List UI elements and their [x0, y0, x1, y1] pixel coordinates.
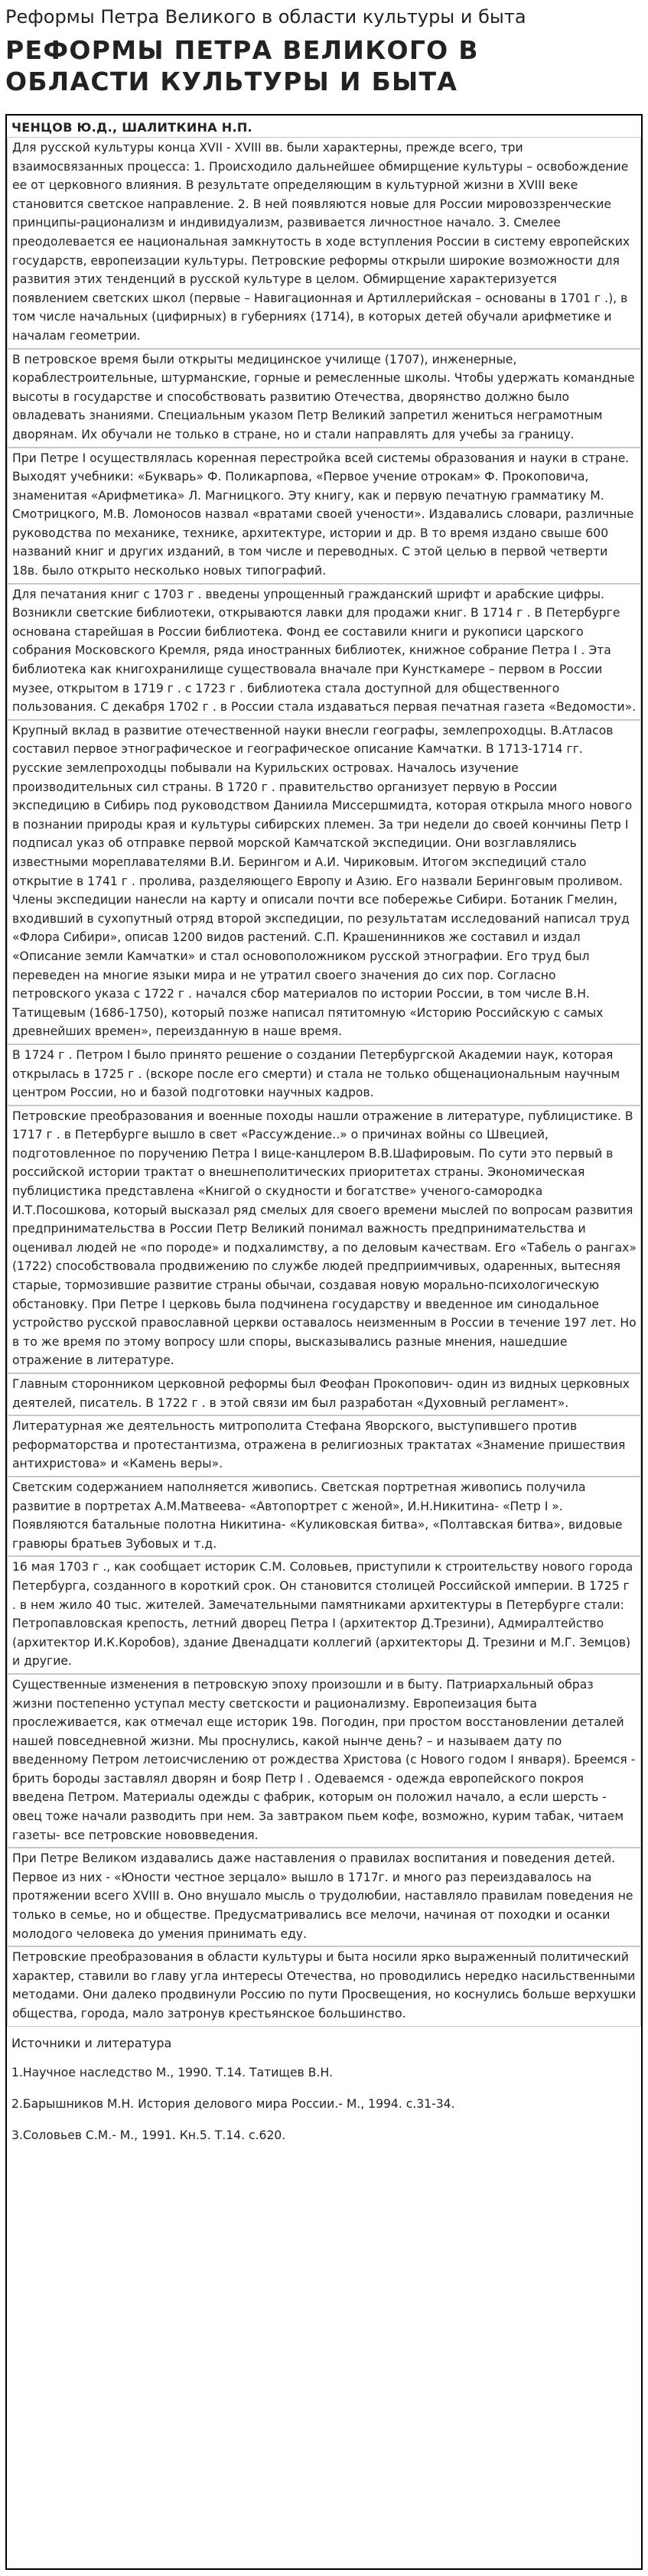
page-caption: Реформы Петра Великого в области культуры и быта: [5, 6, 526, 28]
paragraph-8: Главным сторонником церковной реформы был Феофан Прокопович- один из видных церковных деятелей, писатель. В 1722 г . в этой связи им был разработан «Духовный регламент».: [7, 1373, 641, 1415]
source-item-1: 1.Научное наследство М., 1990. Т.14. Татищев В.Н.: [11, 2065, 334, 2079]
paragraph-7: Петровские преобразования и военные походы нашли отражение в литературе, публицистике. В 1717 г . в Петербурге вышло в свет «Рассуждение..» о причинах войны со Швецией, подготовленное по поручению Петра I вице-канцлером В.В.Шафировым. По сути это первый в российской истории трактат о внешнеполитических приоритетах страны. Экономическая публицистика представлена «Книгой о скудности и богатстве» ученого-самородка И.Т.Посошкова, который высказал ряд смелых для своего времени мыслей по вопросам развития предпринимательства в России Петр Великий понимал важность предпринимательства и оценивал людей не «по породе» и подхалимству, а по деловым качествам. Его «Табель о рангах» (1722) способствовала продвижению по службе людей предприимчивых, одаренных, вытесняя старые, тормозившие развитие страны обычаи, создавая новую морально-психологическую обстановку. При Петре I церковь была подчинена государству и введенное им синодальное устройство русской православной церкви оставалось неизменным в России в течение 197 лет. Но в то же время по этому вопросу шли споры, высказывались разные мнения, нашедшие отражение в литературе.: [7, 1106, 641, 1373]
paragraph-1: Для русской культуры конца XVII - XVIII вв. были характерны, прежде всего, три взаимосвязанных процесса: 1. Происходило дальнейшее обмирщение культуры – освобождение ее от церковного влияния. В результате определяющим в культурной жизни в XVIII веке становится светское направление. 2. В ней появляются новые для России мировоззренческие принципы-рационализм и индивидуализм, развивается личностное начало. 3. Смелее преодолевается ее национальная замкнутость в ходе вступления России в систему европейских государств, европеизации культуры. Петровские реформы открыли широкие возможности для развития этих тенденций в русской культуре в целом. Обмирщение характеризуется появлением светских школ (первые – Навигационная и Артиллерийская – основаны в 1701 г .), в том числе начальных (цифирных) в губерниях (1714), в которых детей обучали арифметике и началам геометрии.: [7, 137, 641, 349]
paragraph-9: Литературная же деятельность митрополита Стефана Яворского, выступившего против реформаторства и протестантизма, отражена в религиозных трактатах «Знамение пришествия антихристова» и «Камень веры».: [7, 1415, 641, 1477]
article-box: [5, 114, 643, 2570]
paragraph-4: Для печатания книг с 1703 г . введены упрощенный гражданский шрифт и арабские цифры. Возникли светские библиотеки, открываются лавки для продажи книг. В 1714 г . В Петербурге основана старейшая в России библиотека. Фонд ее составили книги и рукописи царского собрания Московского Кремля, ряда иностранных библиотек, книжное собрание Петра I . Эта библиотека как книгохранилище существовала вначале при Кунсткамере – первом в России музее, открытом в 1719 г . с 1723 г . библиотека стала доступной для общественного пользования. С декабря 1702 г . в России стала издаваться первая печатная газета «Ведомости».: [7, 584, 641, 720]
paragraph-11: 16 мая 1703 г ., как сообщает историк С.М. Соловьев, приступили к строительству нового города Петербурга, созданного в короткий срок. Он становится столицей Российской империи. В 1725 г . в нем жило 40 тыс. жителей. Замечательными памятниками архитектуры в Петербурге стали: Петропавловская крепость, летний дворец Петра I (архитектор Д.Трезини), Адмиралтейство (архитектор И.К.Коробов), здание Двенадцати коллегий (архитекторы Д. Трезини и М.Г. Земцов) и другие.: [7, 1556, 641, 1674]
paragraph-14: Петровские преобразования в области культуры и быта носили ярко выраженный политический характер, ставили во главу угла интересы Отечества, но проводились нередко насильственными методами. Они далеко продвинули Россию по пути Просвещения, но коснулись больше верхушки общества, города, мало затронув крестьянское большинство.: [7, 1946, 641, 2026]
paragraph-10: Светским содержанием наполняется живопись. Светская портретная живопись получила развитие в портретах А.М.Матвеева- «Автопортрет с женой», И.Н.Никитина- «Петр I ». Появляются батальные полотна Никитина- «Куликовская битва», «Полтавская битва», видовые гравюры братьев Зубовых и т.д.: [7, 1477, 641, 1556]
source-item-3: 3.Соловьев С.М.- М., 1991. Кн.5. Т.14. с.620.: [11, 2128, 286, 2142]
paragraph-12: Существенные изменения в петровскую эпоху произошли и в быту. Патриархальный образ жизни постепенно уступал месту светскости и рационализму. Европеизация быта прослеживается, как отмечал еще историк 19в. Погодин, при простом восстановлении деталей нашей повседневной жизни. Мы проснулись, какой нынче день? – и называем дату по введенному Петром летоисчислению от рождества Христова (с Нового годом I января). Бреемся - брить бороды заставлял дворян и бояр Петр I . Одеваемся - одежда европейского покроя введена Петром. Материалы одежды с фабрик, которым он положил начало, а если шерсть - овец тоже начали разводить при нем. За завтраком пьем кофе, возможно, курим табак, читаем газеты- все петровские нововведения.: [7, 1674, 641, 1848]
paragraph-13: При Петре Великом издавались даже наставления о правилах воспитания и поведения детей. Первое из них - «Юности честное зерцало» вышло в 1717г. и много раз переиздавалось на протяжении всего XVIII в. Оно внушало мысль о трудолюбии, наставляло правилам поведения не только в семье, но и обществе. Предусматривались все мелочи, начиная от походки и осанки молодого человека до умения принимать еду.: [7, 1848, 641, 1946]
sources-heading: Источники и литература: [11, 2035, 172, 2050]
source-item-2: 2.Барышников М.Н. История делового мира России.- М., 1994. с.31-34.: [11, 2096, 455, 2111]
paragraph-6: В 1724 г . Петром I было принято решение о создании Петербургской Академии наук, которая открылась в 1725 г . (вскоре после его смерти) и стала не только общенациональным научным центром России, но и базой подготовки научных кадров.: [7, 1044, 641, 1106]
page-title: РЕФОРМЫ ПЕТРА ВЕЛИКОГО В ОБЛАСТИ КУЛЬТУРЫ И БЫТА: [5, 35, 479, 96]
paragraph-5: Крупный вклад в развитие отечественной науки внесли географы, землепроходцы. В.Атласов составил первое этнографическое и географическое описание Камчатки. В 1713-1714 гг. русские землепроходцы побывали на Курильских островах. Началось изучение производительных сил страны. В 1720 г . правительство организует первую в России экспедицию в Сибирь под руководством Даниила Миссершмидта, которая открыла много нового в познании природы края и культуры сибирских племен. За три недели до своей кончины Петр I подписал указ об отправке первой морской Камчатской экспедиции. Они возглавлялись известными мореплавателями В.И. Берингом и А.И. Чириковым. Итогом экспедиций стало открытие в 1741 г . пролива, разделяющего Европу и Азию. Его назвали Беринговым проливом. Члены экспедиции нанесли на карту и описали почти все побережье Сибири. Ботаник Гмелин, входивший в сухопутный отряд второй экспедиции, по результатам исследований написал труд «Флора Сибири», описав 1200 видов растений. С.П. Крашенинников же составил и издал «Описание земли Камчатки» и стал основоположником русской этнографии. Его труд был переведен на многие языки мира и не утратил своего значения до сих пор. Согласно петровского указа с 1722 г . начался сбор материалов по истории России, в том числе В.Н. Татищевым (1686-1750), который позже написал пятитомную «Историю Российскую с самых древнейших времен», переизданную в наше время.: [7, 720, 641, 1044]
article-authors: ЧЕНЦОВ Ю.Д., ШАЛИТКИНА Н.П.: [11, 120, 252, 135]
paragraph-2: В петровское время были открыты медицинское училище (1707), инженерные, кораблестроительные, штурманские, горные и ремесленные школы. Чтобы удержать командные высоты в государстве и способствовать развитию Отечества, дворянство должно было овладевать знаниями. Специальным указом Петр Великий запретил жениться неграмотным дворянам. Их обучали не только в стране, но и стали направлять для учебы за границу.: [7, 349, 641, 448]
paragraph-3: При Петре I осуществлялась коренная перестройка всей системы образования и науки в стране. Выходят учебники: «Букварь» Ф. Поликарпова, «Первое учение отрокам» Ф. Прокоповича, знаменитая «Арифметика» Л. Магницкого. Эту книгу, как и первую печатную грамматику М. Смотрицкого, М.В. Ломоносов назвал «вратами своей учености». Издавались словари, различные руководства по механике, технике, архитектуре, истории и др. В то время издано свыше 600 названий книг и других изданий, в том числе и переводных. С этой целью в первой четверти 18в. было открыто несколько новых типографий.: [7, 448, 641, 584]
